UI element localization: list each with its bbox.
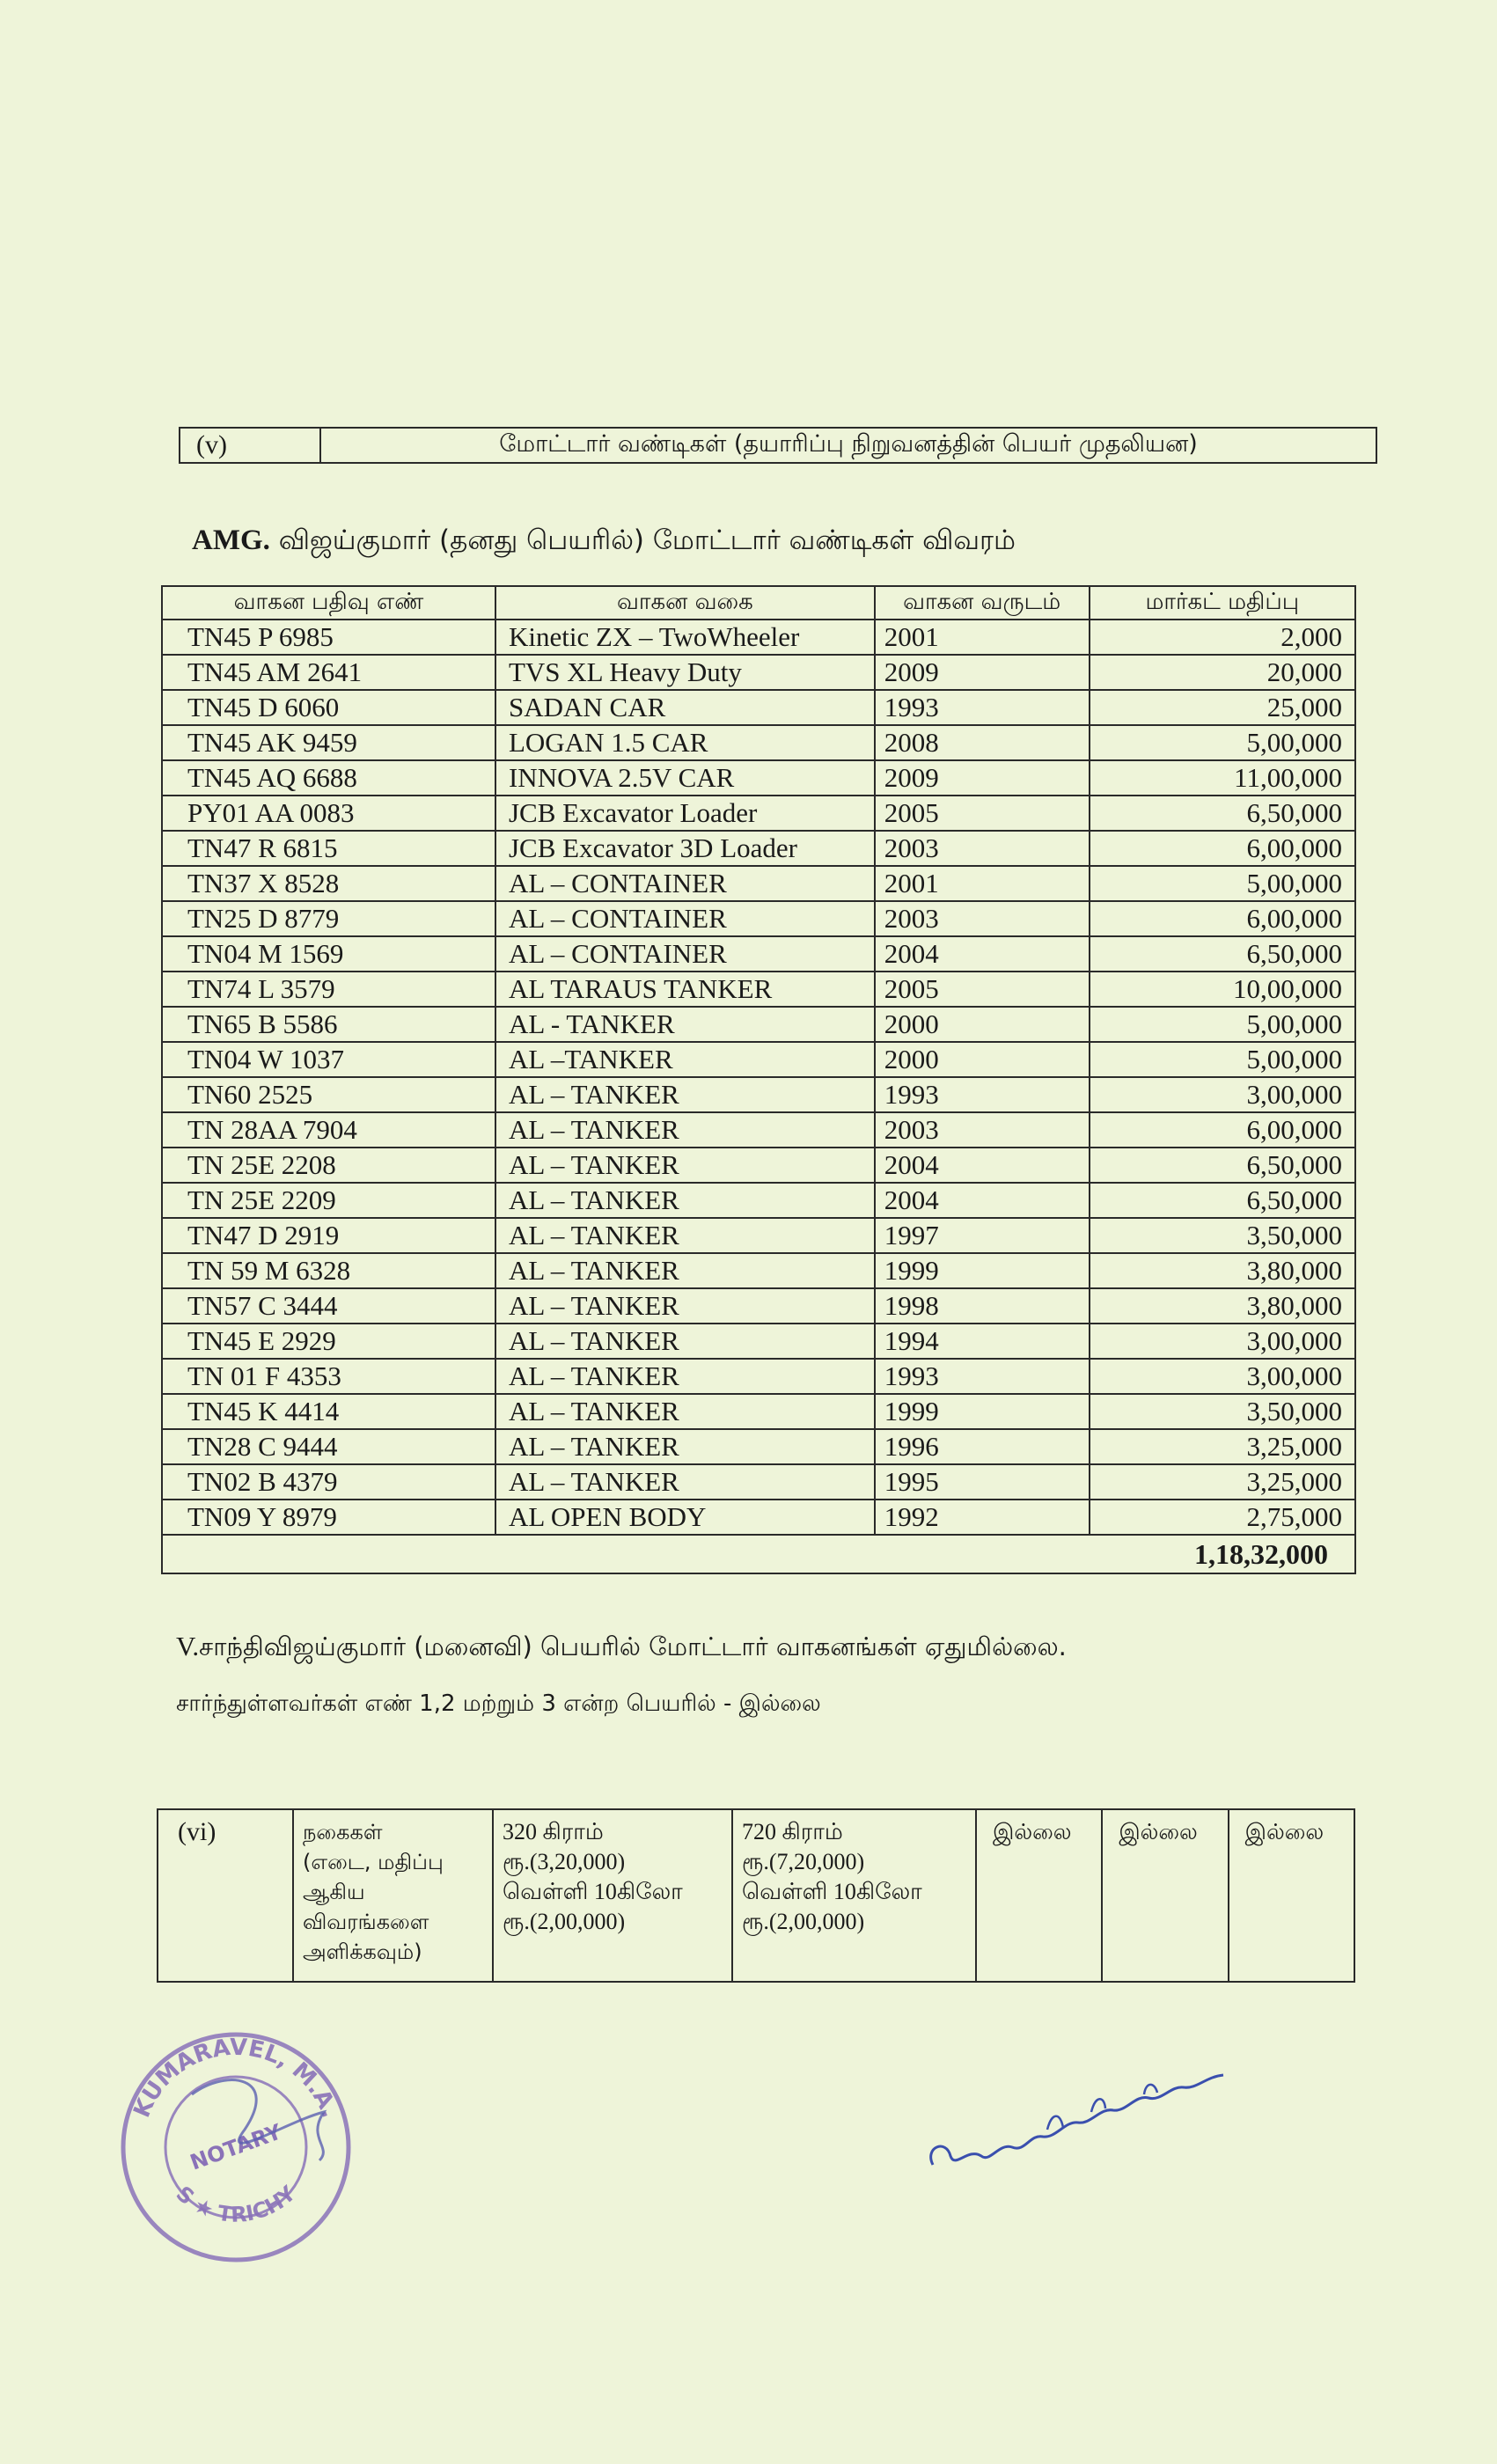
- seal-center: NOTARY: [187, 2119, 285, 2175]
- svg-text:S ★ TRICHY: [172, 2181, 301, 2227]
- vehicle-row: [162, 1007, 1355, 1042]
- amg-heading: [192, 524, 1016, 560]
- vehicle-row: [162, 1324, 1355, 1359]
- vehicle-row: [162, 725, 1355, 760]
- header-market-value: மார்கட் மதிப்பு: [1090, 586, 1355, 620]
- vehicle-row: [162, 1359, 1355, 1394]
- header-reg-no: வாகன பதிவு எண்: [162, 586, 495, 620]
- vehicle-type-cell: AL OPEN BODY: [495, 1500, 875, 1535]
- dependent-3-cell: இல்லை: [1229, 1809, 1354, 1982]
- reg-no-cell: TN45 AM 2641: [162, 655, 495, 690]
- item-line: அளிக்கவும்): [303, 1940, 422, 1964]
- market-value-cell: 10,00,000: [1090, 972, 1355, 1007]
- reg-no-cell: TN 25E 2209: [162, 1183, 495, 1218]
- note-wife: [176, 1631, 1067, 1665]
- vehicle-year-cell: 1993: [875, 1077, 1090, 1112]
- section-vi-number: (vi): [158, 1809, 293, 1982]
- vehicle-row: [162, 796, 1355, 831]
- vehicle-type-cell: AL – CONTAINER: [495, 901, 875, 936]
- market-value-cell: 3,25,000: [1090, 1429, 1355, 1464]
- market-value-cell: 5,00,000: [1090, 725, 1355, 760]
- reg-no-cell: TN45 AQ 6688: [162, 760, 495, 796]
- vehicle-year-cell: 1997: [875, 1218, 1090, 1253]
- vehicle-type-cell: AL – TANKER: [495, 1429, 875, 1464]
- jewellery-self-cell: [493, 1809, 732, 1982]
- vehicle-row: [162, 1077, 1355, 1112]
- vehicle-table: [161, 585, 1356, 1574]
- vehicle-type-cell: AL –TANKER: [495, 1042, 875, 1077]
- vehicle-year-cell: 2004: [875, 1183, 1090, 1218]
- vehicle-year-cell: 1995: [875, 1464, 1090, 1500]
- note-wife-prefix: V.: [176, 1631, 200, 1661]
- self-line: 320 கிராம்: [503, 1819, 604, 1844]
- reg-no-cell: TN45 AK 9459: [162, 725, 495, 760]
- market-value-cell: 6,00,000: [1090, 1112, 1355, 1148]
- vehicle-row: [162, 1148, 1355, 1183]
- vehicle-type-cell: AL – TANKER: [495, 1253, 875, 1288]
- vehicle-year-cell: 2005: [875, 796, 1090, 831]
- market-value-cell: 5,00,000: [1090, 1007, 1355, 1042]
- reg-no-cell: TN02 B 4379: [162, 1464, 495, 1500]
- section-v-table: [179, 427, 1377, 464]
- self-line: வெள்ளி 10கிலோ: [503, 1879, 683, 1904]
- reg-no-cell: TN 01 F 4353: [162, 1359, 495, 1394]
- reg-no-cell: TN09 Y 8979: [162, 1500, 495, 1535]
- section-vi-table: [157, 1808, 1355, 1983]
- vehicle-type-cell: AL – TANKER: [495, 1112, 875, 1148]
- vehicle-type-cell: SADAN CAR: [495, 690, 875, 725]
- vehicle-year-cell: 2005: [875, 972, 1090, 1007]
- reg-no-cell: TN65 B 5586: [162, 1007, 495, 1042]
- vehicle-year-cell: 2009: [875, 655, 1090, 690]
- market-value-cell: 3,50,000: [1090, 1218, 1355, 1253]
- vehicle-type-cell: AL – TANKER: [495, 1077, 875, 1112]
- vehicle-year-cell: 1999: [875, 1253, 1090, 1288]
- item-line: விவரங்களை: [303, 1910, 429, 1934]
- amg-heading-text: விஜய்குமார் (தனது பெயரில்) மோட்டார் வண்டிகள் விவரம்: [278, 524, 1016, 556]
- reg-no-cell: TN25 D 8779: [162, 901, 495, 936]
- reg-no-cell: TN74 L 3579: [162, 972, 495, 1007]
- vehicle-row: [162, 690, 1355, 725]
- market-value-cell: 6,00,000: [1090, 901, 1355, 936]
- jewellery-item-cell: [293, 1809, 493, 1982]
- reg-no-cell: TN45 K 4414: [162, 1394, 495, 1429]
- market-value-cell: 3,00,000: [1090, 1077, 1355, 1112]
- vehicle-row: [162, 760, 1355, 796]
- vehicle-row: [162, 1183, 1355, 1218]
- reg-no-cell: TN45 D 6060: [162, 690, 495, 725]
- vehicle-year-cell: 2000: [875, 1042, 1090, 1077]
- market-value-cell: 3,25,000: [1090, 1464, 1355, 1500]
- vehicle-total: 1,18,32,000: [162, 1535, 1355, 1573]
- vehicle-type-cell: AL – TANKER: [495, 1183, 875, 1218]
- vehicle-row: [162, 936, 1355, 972]
- vehicle-row: [162, 972, 1355, 1007]
- market-value-cell: 5,00,000: [1090, 866, 1355, 901]
- market-value-cell: 3,00,000: [1090, 1324, 1355, 1359]
- vehicle-year-cell: 2003: [875, 831, 1090, 866]
- reg-no-cell: TN04 W 1037: [162, 1042, 495, 1077]
- reg-no-cell: TN 59 M 6328: [162, 1253, 495, 1288]
- vehicle-type-cell: AL – CONTAINER: [495, 936, 875, 972]
- item-line: நகைகள்: [303, 1820, 383, 1844]
- header-vehicle-type: வாகன வகை: [495, 586, 875, 620]
- reg-no-cell: TN 25E 2208: [162, 1148, 495, 1183]
- market-value-cell: 3,80,000: [1090, 1288, 1355, 1324]
- vehicle-row: [162, 1394, 1355, 1429]
- vehicle-type-cell: AL – TANKER: [495, 1324, 875, 1359]
- vehicle-year-cell: 2008: [875, 725, 1090, 760]
- market-value-cell: 6,00,000: [1090, 831, 1355, 866]
- dependent-2-cell: இல்லை: [1102, 1809, 1228, 1982]
- vehicle-type-cell: AL – TANKER: [495, 1464, 875, 1500]
- reg-no-cell: TN04 M 1569: [162, 936, 495, 972]
- spouse-line: வெள்ளி 10கிலோ: [742, 1879, 922, 1904]
- note-dependents: சார்ந்துள்ளவர்கள் எண் 1,2 மற்றும் 3 என்ற பெயரில் - இல்லை: [176, 1690, 821, 1717]
- signature-icon: [915, 2024, 1241, 2200]
- vehicle-row: [162, 1218, 1355, 1253]
- item-line: ஆகிய: [303, 1880, 365, 1904]
- vehicle-type-cell: AL TARAUS TANKER: [495, 972, 875, 1007]
- vehicle-row: [162, 1500, 1355, 1535]
- reg-no-cell: TN45 E 2929: [162, 1324, 495, 1359]
- vehicle-type-cell: AL – TANKER: [495, 1148, 875, 1183]
- vehicle-type-cell: AL – TANKER: [495, 1218, 875, 1253]
- section-v-number: (v): [180, 428, 320, 463]
- vehicle-row: [162, 1288, 1355, 1324]
- vehicle-year-cell: 2004: [875, 1148, 1090, 1183]
- vehicle-year-cell: 1996: [875, 1429, 1090, 1464]
- amg-prefix: AMG.: [192, 524, 270, 556]
- vehicle-row: [162, 1429, 1355, 1464]
- vehicle-row: [162, 901, 1355, 936]
- self-line: ரூ.(3,20,000): [503, 1849, 626, 1874]
- market-value-cell: 5,00,000: [1090, 1042, 1355, 1077]
- reg-no-cell: TN 28AA 7904: [162, 1112, 495, 1148]
- vehicle-type-cell: AL - TANKER: [495, 1007, 875, 1042]
- vehicle-year-cell: 2009: [875, 760, 1090, 796]
- reg-no-cell: TN47 R 6815: [162, 831, 495, 866]
- market-value-cell: 20,000: [1090, 655, 1355, 690]
- vehicle-year-cell: 1999: [875, 1394, 1090, 1429]
- jewellery-spouse-cell: [732, 1809, 976, 1982]
- vehicle-year-cell: 2004: [875, 936, 1090, 972]
- vehicle-year-cell: 2001: [875, 866, 1090, 901]
- market-value-cell: 11,00,000: [1090, 760, 1355, 796]
- notary-seal: [104, 2015, 368, 2270]
- section-v-title: மோட்டார் வண்டிகள் (தயாரிப்பு நிறுவனத்தின் பெயர் முதலியன): [320, 428, 1376, 463]
- vehicle-row: [162, 1112, 1355, 1148]
- seal-arc-bottom: S ★ TRICHY: [171, 2181, 301, 2227]
- market-value-cell: 2,75,000: [1090, 1500, 1355, 1535]
- vehicle-type-cell: AL – TANKER: [495, 1288, 875, 1324]
- vehicle-year-cell: 2003: [875, 1112, 1090, 1148]
- self-line: ரூ.(2,00,000): [503, 1909, 626, 1934]
- vehicle-row: [162, 866, 1355, 901]
- reg-no-cell: TN45 P 6985: [162, 620, 495, 655]
- market-value-cell: 3,80,000: [1090, 1253, 1355, 1288]
- vehicle-type-cell: INNOVA 2.5V CAR: [495, 760, 875, 796]
- market-value-cell: 3,50,000: [1090, 1394, 1355, 1429]
- spouse-line: 720 கிராம்: [742, 1819, 843, 1844]
- vehicle-table-body: [162, 620, 1355, 1535]
- market-value-cell: 3,00,000: [1090, 1359, 1355, 1394]
- market-value-cell: 6,50,000: [1090, 796, 1355, 831]
- spouse-line: ரூ.(7,20,000): [742, 1849, 865, 1874]
- header-vehicle-year: வாகன வருடம்: [875, 586, 1090, 620]
- vehicle-year-cell: 1998: [875, 1288, 1090, 1324]
- vehicle-type-cell: TVS XL Heavy Duty: [495, 655, 875, 690]
- dependent-1-cell: இல்லை: [976, 1809, 1102, 1982]
- vehicle-year-cell: 1993: [875, 690, 1090, 725]
- vehicle-row: [162, 655, 1355, 690]
- market-value-cell: 2,000: [1090, 620, 1355, 655]
- reg-no-cell: TN47 D 2919: [162, 1218, 495, 1253]
- vehicle-row: [162, 831, 1355, 866]
- vehicle-year-cell: 1993: [875, 1359, 1090, 1394]
- vehicle-type-cell: JCB Excavator 3D Loader: [495, 831, 875, 866]
- reg-no-cell: PY01 AA 0083: [162, 796, 495, 831]
- item-line: (எடை, மதிப்பு: [303, 1850, 444, 1874]
- seal-arc-top: KUMARAVEL, M.A.: [128, 2034, 343, 2122]
- vehicle-table-header: [162, 586, 1355, 620]
- vehicle-type-cell: Kinetic ZX – TwoWheeler: [495, 620, 875, 655]
- market-value-cell: 6,50,000: [1090, 936, 1355, 972]
- vehicle-year-cell: 1994: [875, 1324, 1090, 1359]
- vehicle-type-cell: AL – TANKER: [495, 1394, 875, 1429]
- reg-no-cell: TN57 C 3444: [162, 1288, 495, 1324]
- vehicle-row: [162, 1042, 1355, 1077]
- note-wife-text: சாந்திவிஜய்குமார் (மனைவி) பெயரில் மோட்டார் வாகனங்கள் ஏதுமில்லை.: [199, 1632, 1067, 1661]
- vehicle-row: [162, 1253, 1355, 1288]
- vehicle-total-row: [162, 1535, 1355, 1573]
- vehicle-type-cell: AL – TANKER: [495, 1359, 875, 1394]
- vehicle-year-cell: 2000: [875, 1007, 1090, 1042]
- vehicle-row: [162, 1464, 1355, 1500]
- reg-no-cell: TN28 C 9444: [162, 1429, 495, 1464]
- reg-no-cell: TN60 2525: [162, 1077, 495, 1112]
- vehicle-type-cell: JCB Excavator Loader: [495, 796, 875, 831]
- vehicle-row: [162, 620, 1355, 655]
- vehicle-year-cell: 2003: [875, 901, 1090, 936]
- market-value-cell: 6,50,000: [1090, 1183, 1355, 1218]
- vehicle-year-cell: 2001: [875, 620, 1090, 655]
- market-value-cell: 25,000: [1090, 690, 1355, 725]
- vehicle-type-cell: AL – CONTAINER: [495, 866, 875, 901]
- vehicle-type-cell: LOGAN 1.5 CAR: [495, 725, 875, 760]
- spouse-line: ரூ.(2,00,000): [742, 1909, 865, 1934]
- market-value-cell: 6,50,000: [1090, 1148, 1355, 1183]
- vehicle-year-cell: 1992: [875, 1500, 1090, 1535]
- reg-no-cell: TN37 X 8528: [162, 866, 495, 901]
